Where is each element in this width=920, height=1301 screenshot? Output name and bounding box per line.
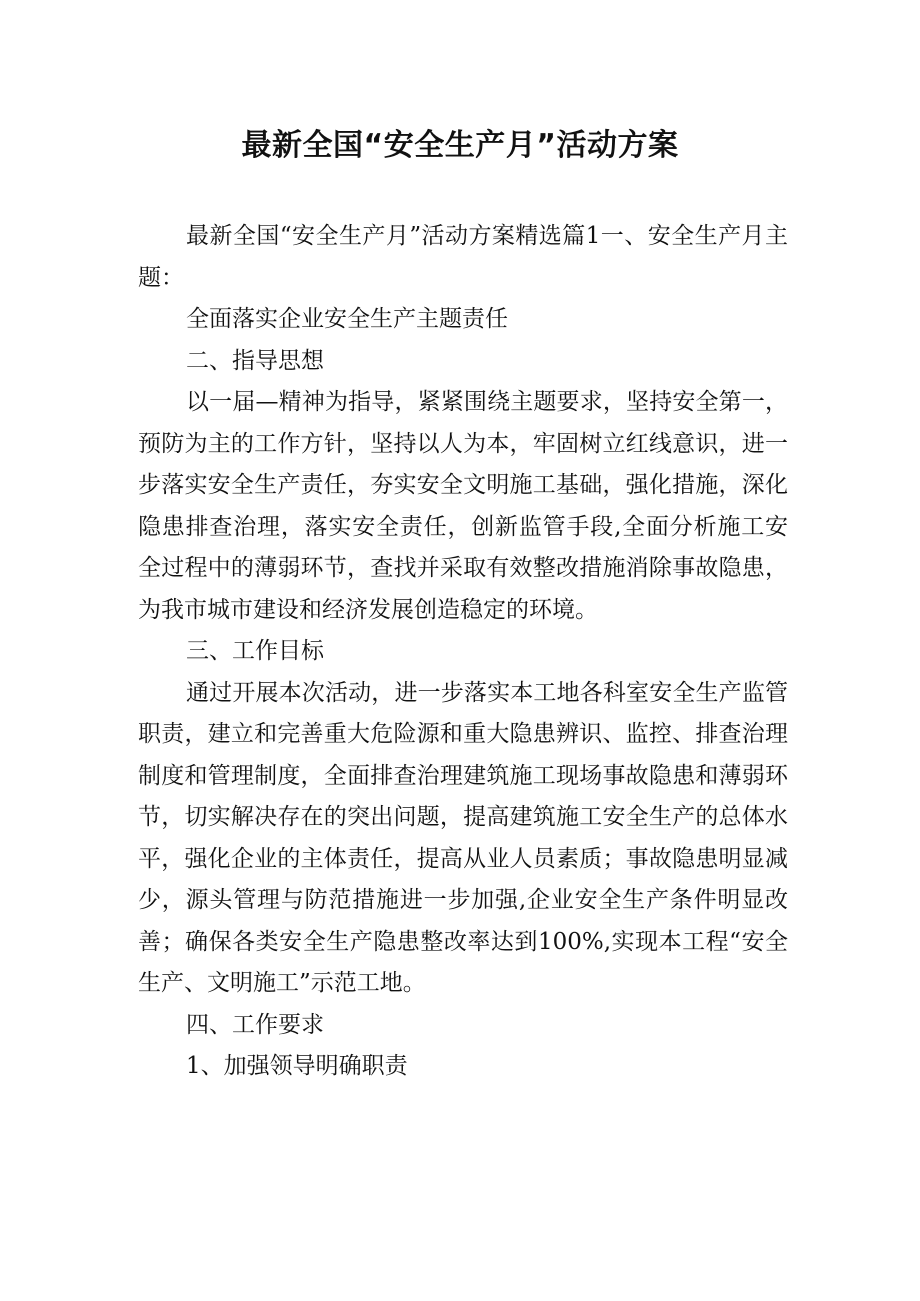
section-heading-work-goals: 三、工作目标: [186, 638, 324, 664]
section-heading-guiding-ideology: 二、指导思想: [186, 347, 324, 374]
requirement-item-1: 1、加强领导明确职责: [186, 1053, 408, 1079]
work-goals-paragraph: 通过开展本次活动，进一步落实本工地各科室安全生产监管职责，建立和完善重大危险源和重大隐患辨识、监控、排查治理制度和管理制度，全面排查治理建筑施工现场事故隐患和薄弱环节，切实解决存在的突出问题，提高建筑施工安全生产的总体水平，强化企业的主体责任，提高从业人员素质；事故隐患明显减少，源头管理与防范措施进一步加强,企业安全生产条件明显改善；确保各类安全生产隐患整改率达到100%,实现本工程“安全生产、文明施工”示范工地。: [138, 679, 788, 996]
guiding-ideology-paragraph: 以一届—精神为指导，紧紧围绕主题要求，坚持安全第一，预防为主的工作方针，坚持以人为本，牢固树立红线意识，进一步落实安全生产责任，夯实安全文明施工基础，强化措施，深化隐患排查治理，落实安全责任，创新监管手段,全面分析施工安全过程中的薄弱环节，查找并采取有效整改措施消除事故隐患，为我市城市建设和经济发展创造稳定的环境。: [138, 389, 788, 623]
section-heading-work-requirements: 四、工作要求: [186, 1011, 324, 1038]
document-title: 最新全国“安全生产月”活动方案: [241, 128, 679, 163]
document-body: [138, 216, 788, 1088]
theme-paragraph: 全面落实企业安全生产主题责任: [186, 306, 508, 332]
intro-paragraph: 最新全国“安全生产月”活动方案精选篇1一、安全生产月主题：: [138, 223, 788, 291]
